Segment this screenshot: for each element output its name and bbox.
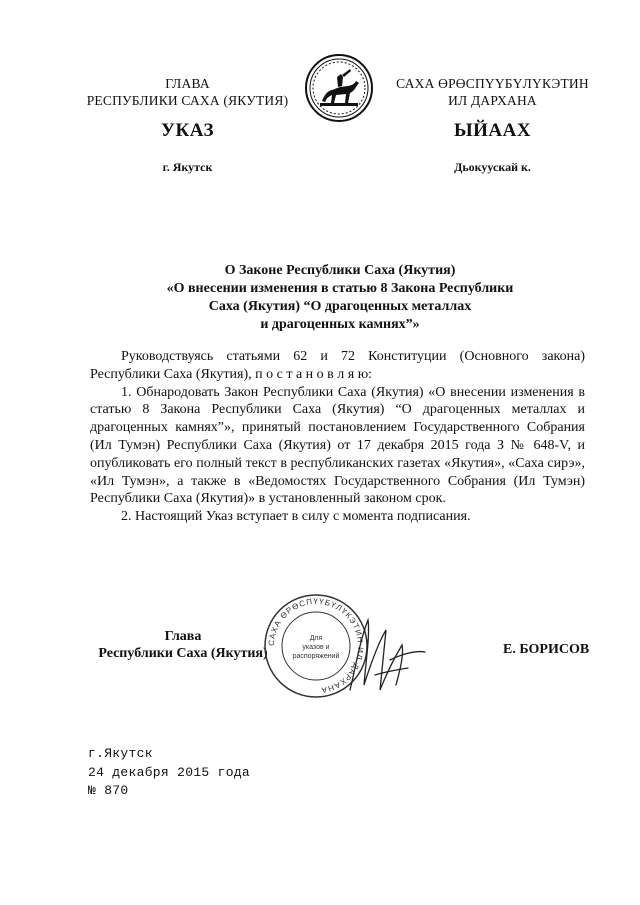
footer-city: г.Якутск [88, 746, 153, 761]
doc-type-left: УКАЗ [161, 120, 214, 141]
body-intro: Руководствуясь статьями 62 и 72 Конституции (Основного закона) Республики Саха (Якутия), п о с т а н о в л я ю: [90, 349, 585, 382]
signatory-position [88, 628, 278, 662]
stamp-inner-line2: указов и [302, 644, 330, 651]
header-left-line2: РЕСПУБЛИКИ САХА (ЯКУТИЯ) [86, 93, 289, 108]
stamp-inner-line1: Для [309, 635, 323, 642]
header-right [370, 75, 615, 109]
footer-number: № 870 [88, 783, 129, 798]
header-right-line2: ИЛ ДАРХАНА [448, 93, 537, 108]
document-title-line3: Саха (Якутия) “О драгоценных металлах [208, 299, 472, 314]
signatory-position-line2: Республики Саха (Якутия) [98, 646, 268, 661]
coat-of-arms-emblem [304, 53, 374, 123]
header-right-line1: САХА ӨРӨСПҮҮБҮЛҮКЭТИН [396, 76, 589, 91]
doc-type-right: ЫЙААХ [453, 120, 532, 141]
footer-registration [88, 745, 338, 801]
document-body [90, 348, 585, 526]
handwritten-signature [330, 600, 440, 710]
header-left-line1: ГЛАВА [165, 76, 210, 91]
signatory-position-line1: Глава [164, 629, 202, 644]
stamp-inner-line3: распоряжений [292, 653, 340, 660]
document-title-line4: и драгоценных камнях”» [260, 317, 420, 332]
body-item-1: 1. Обнародовать Закон Республики Саха (Якутия) «О внесении изменения в статью 8 Закона Республики Саха (Якутия) “О драгоценных металлах и драгоценных камнях”», принятый постановлением Государственного Собрания (Ил Тумэн) Республики Саха (Якутия) от 17 декабря 2015 года З № 648-V, и опубликовать его полный текст в республиканских газетах «Якутия», «Саха сирэ», «Ил Тумэн», а также в «Ведомостях Государственного Собрания (Ил Тумэн) Республики Саха (Якутия)» в установленный законом срок. [90, 384, 585, 507]
header-left [60, 75, 315, 109]
place-right: Дьокуускай к. [454, 160, 531, 174]
document-title [95, 262, 585, 334]
place-left: г. Якутск [162, 160, 213, 174]
document-title-line2: «О внесении изменения в статью 8 Закона Республики [166, 281, 514, 296]
body-item-2: 2. Настоящий Указ вступает в силу с момента подписания. [121, 509, 471, 525]
document-title-line1: О Законе Республики Саха (Якутия) [224, 263, 456, 278]
footer-date: 24 декабря 2015 года [88, 764, 251, 780]
signatory-name: Е. БОРИСОВ [503, 642, 590, 657]
stamp-outer-text: САХА ӨРӨСПҮҮБҮЛҮКЭТИН ИЛ ДАРХАНА [266, 596, 366, 695]
